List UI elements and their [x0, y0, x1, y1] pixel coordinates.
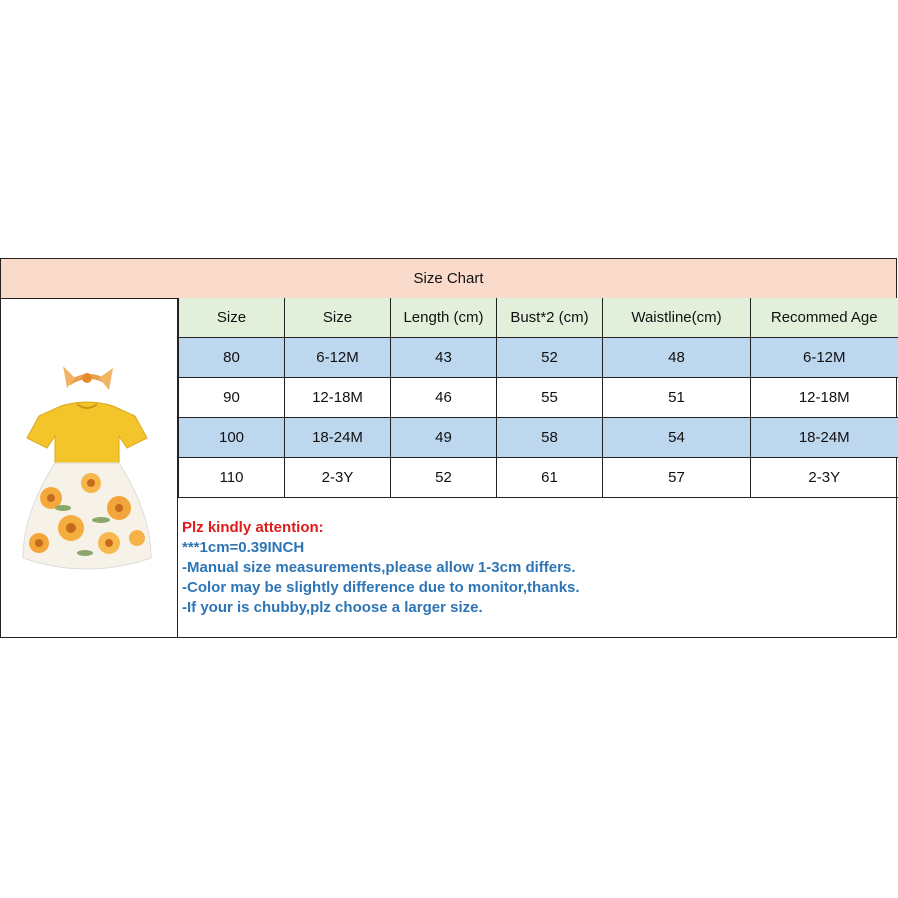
table-row	[179, 418, 898, 458]
product-image	[1, 298, 178, 637]
header-length: Length (cm)	[391, 298, 497, 338]
table-cell: 48	[603, 338, 751, 378]
header-recommended-age: Recommed Age	[751, 298, 898, 338]
table-cell: 12-18M	[285, 378, 391, 418]
table-cell: 43	[391, 338, 497, 378]
table-cell: 52	[497, 338, 603, 378]
table-cell: 57	[603, 458, 751, 498]
chart-title: Size Chart	[0, 258, 897, 299]
baby-dress-illustration	[1, 298, 177, 637]
notes-heading: Plz kindly attention:	[182, 519, 324, 536]
table-cell: 90	[179, 378, 285, 418]
table-cell: 12-18M	[751, 378, 898, 418]
table-cell: 110	[179, 458, 285, 498]
table-cell: 49	[391, 418, 497, 458]
header-size-age: Size	[285, 298, 391, 338]
table-header-row	[179, 298, 898, 338]
table-cell: 6-12M	[285, 338, 391, 378]
table-cell: 18-24M	[285, 418, 391, 458]
table-row	[179, 458, 898, 498]
note-line: -If your is chubby,plz choose a larger size.	[182, 599, 483, 616]
table-cell: 61	[497, 458, 603, 498]
headband-bow	[63, 366, 113, 390]
header-waistline: Waistline(cm)	[603, 298, 751, 338]
note-line: -Color may be slightly difference due to monitor,thanks.	[182, 579, 580, 596]
chart-body	[0, 298, 897, 638]
note-line: -Manual size measurements,please allow 1-3cm differs.	[182, 559, 576, 576]
table-cell: 51	[603, 378, 751, 418]
table-cell: 52	[391, 458, 497, 498]
table-row	[179, 378, 898, 418]
table-cell: 55	[497, 378, 603, 418]
table-cell: 58	[497, 418, 603, 458]
attention-notes	[182, 518, 580, 618]
table-cell: 100	[179, 418, 285, 458]
table-cell: 2-3Y	[751, 458, 898, 498]
table-row	[179, 338, 898, 378]
table-cell: 2-3Y	[285, 458, 391, 498]
table-cell: 80	[179, 338, 285, 378]
size-table	[178, 298, 898, 498]
table-cell: 6-12M	[751, 338, 898, 378]
header-bust: Bust*2 (cm)	[497, 298, 603, 338]
table-cell: 46	[391, 378, 497, 418]
table-cell: 18-24M	[751, 418, 898, 458]
note-line: ***1cm=0.39INCH	[182, 539, 305, 556]
header-size: Size	[179, 298, 285, 338]
table-cell: 54	[603, 418, 751, 458]
size-chart	[0, 258, 897, 638]
